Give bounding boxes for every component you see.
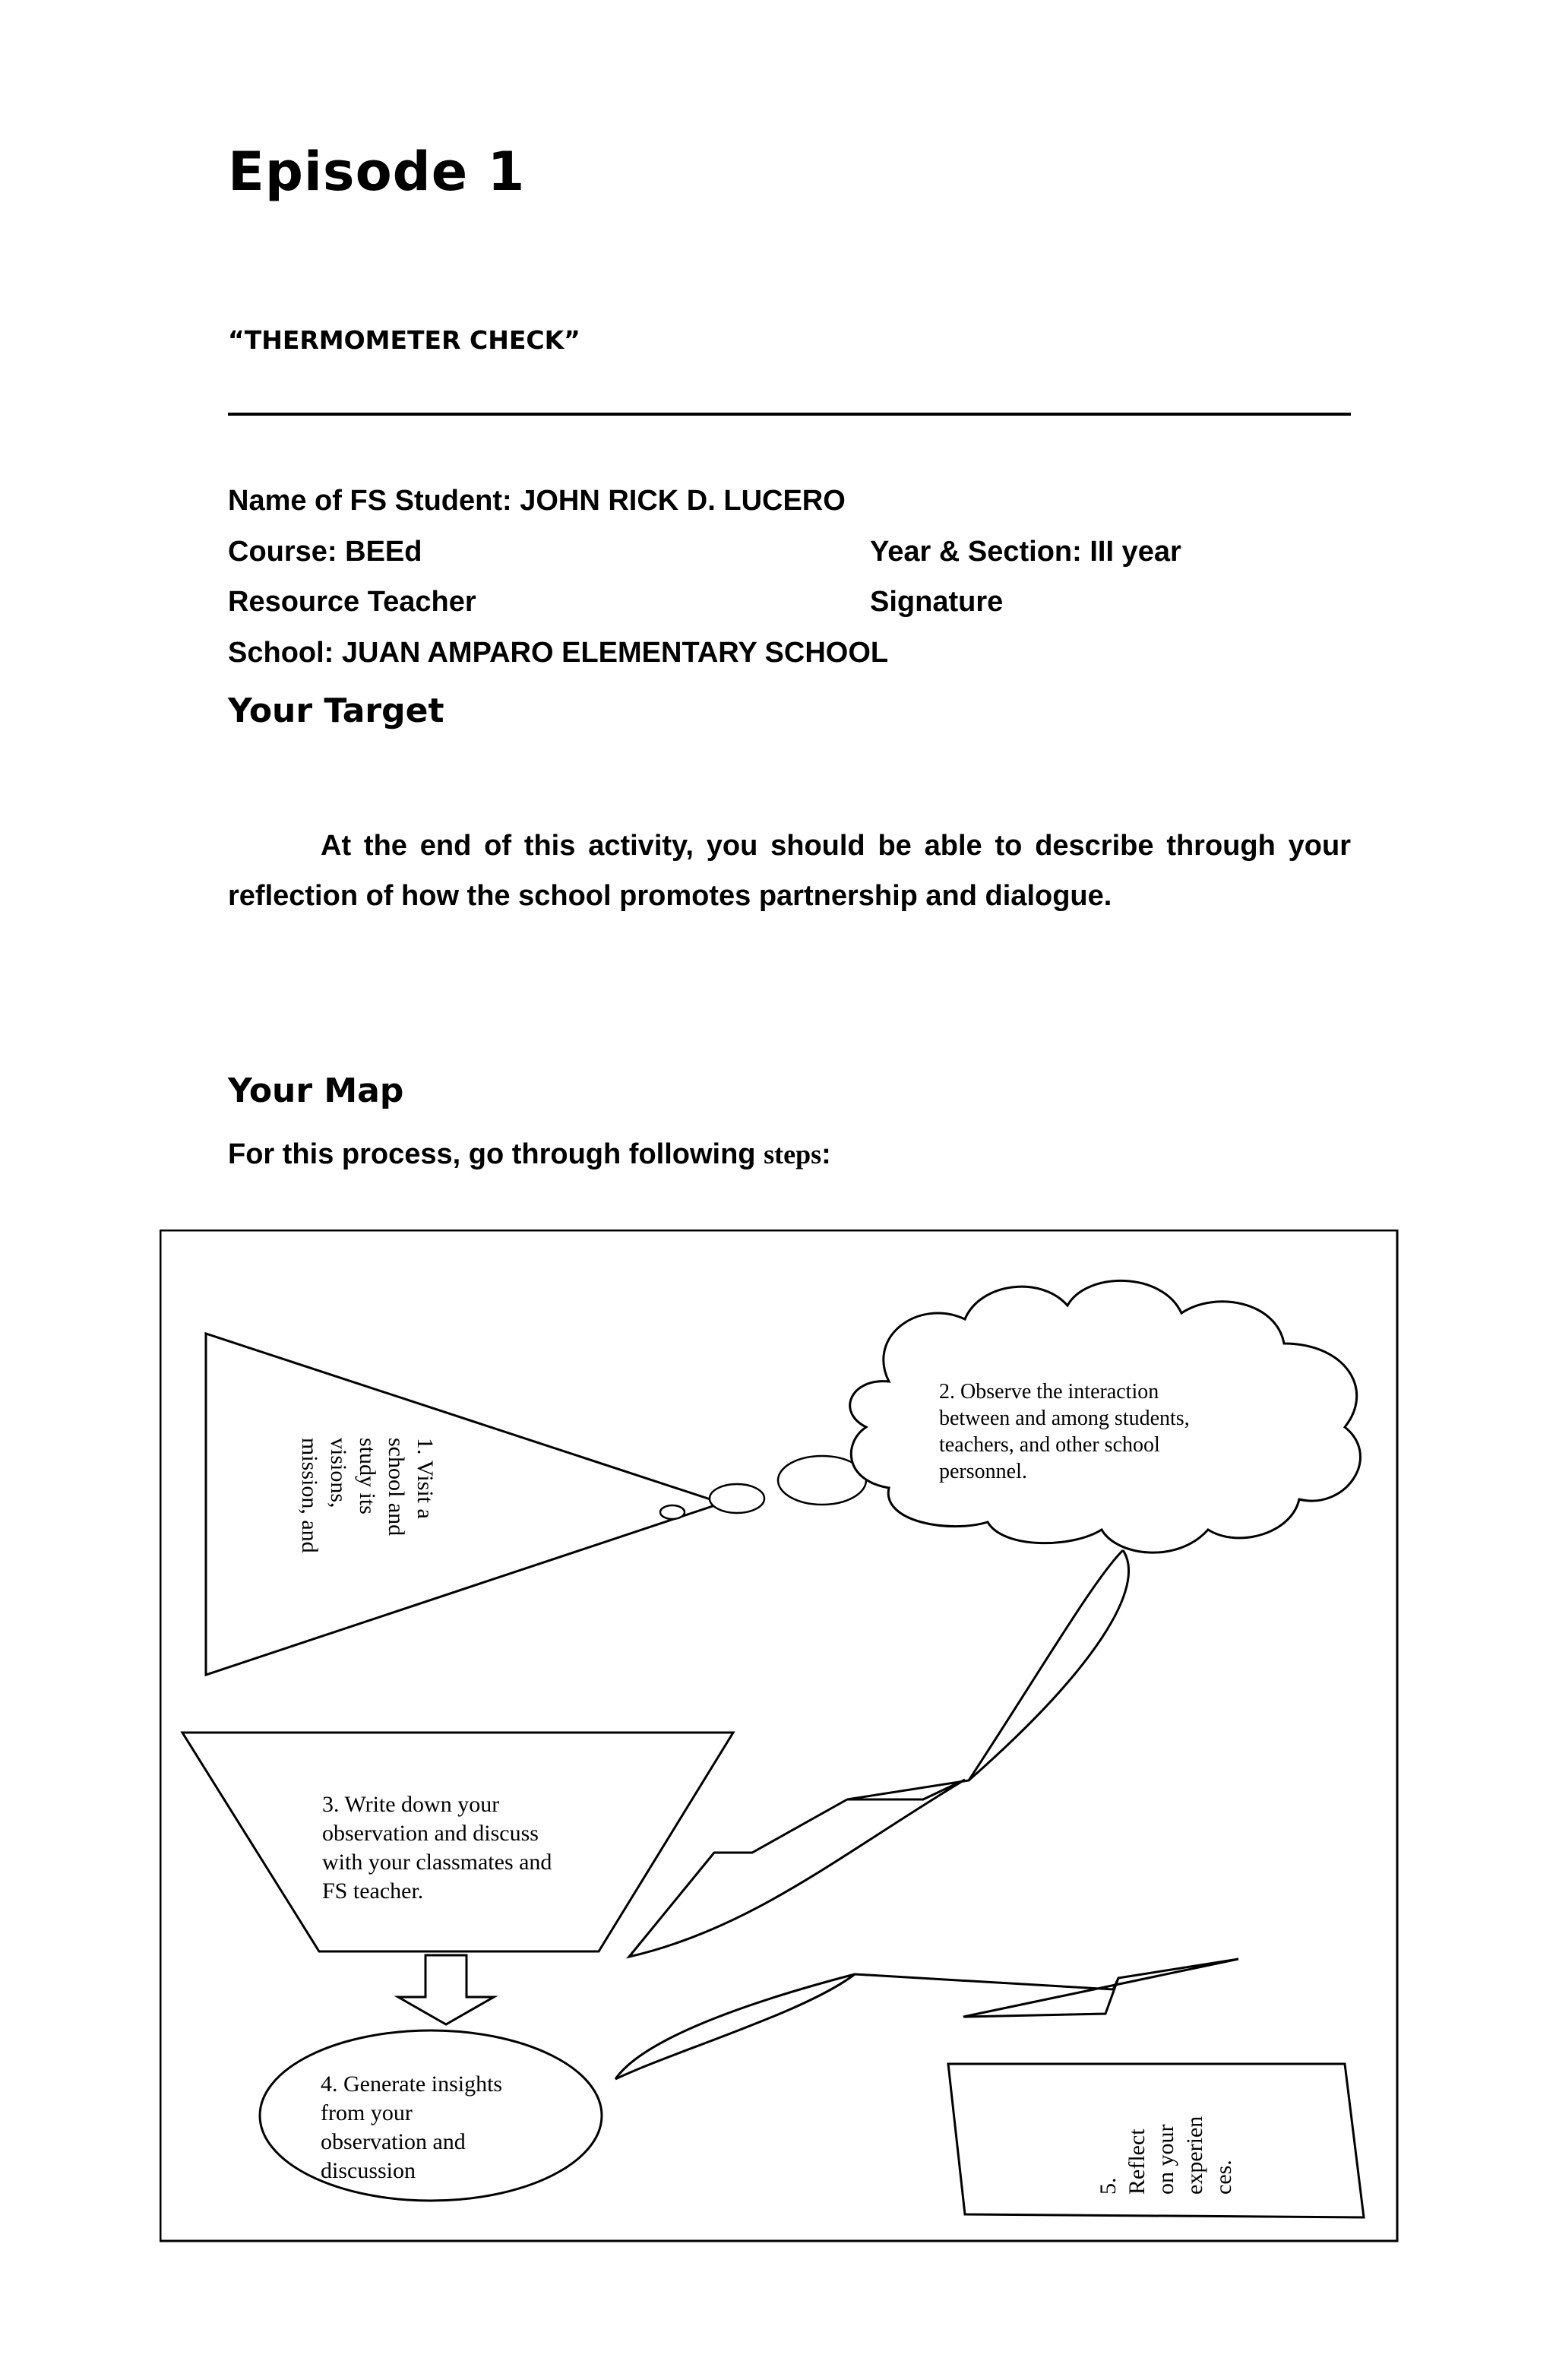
step2-line: between and among students, (939, 1407, 1190, 1430)
school: School: JUAN AMPARO ELEMENTARY SCHOOL (228, 637, 889, 669)
step5-line: on your (1153, 2124, 1178, 2195)
target-heading: Your Target (228, 692, 444, 730)
step5-text (1094, 2116, 1238, 2195)
step3-line: with your classmates and (322, 1850, 552, 1875)
map-intro-steps: steps (764, 1139, 822, 1169)
step5-line: Reflect (1124, 2128, 1150, 2195)
step1-line: 1. Visit a (413, 1438, 438, 1519)
step1-line: mission, and (297, 1438, 322, 1553)
step5-line: 5. (1096, 2177, 1121, 2195)
step2-line: teachers, and other school (939, 1433, 1160, 1457)
target-text: At the end of this activity, you should be able to describe through your reflection of how the school promotes partnership and dialogue. (228, 830, 1351, 912)
small-bubble (660, 1505, 685, 1519)
episode-title: Episode 1 (228, 141, 526, 203)
map-intro-colon: : (821, 1138, 831, 1170)
step1-line: study its (355, 1438, 380, 1514)
step5-line: experien (1182, 2116, 1207, 2195)
step3-text (322, 1790, 552, 1901)
map-intro-text: For this process, go through following (228, 1138, 756, 1170)
course: Course: BEEd (228, 536, 422, 568)
step2-line: 2. Observe the interaction (939, 1380, 1159, 1404)
step4-line: from your (321, 2100, 413, 2125)
step3-line: 3. Write down your (322, 1792, 500, 1817)
step1-text (295, 1438, 439, 1553)
resource-teacher: Resource Teacher (228, 586, 476, 618)
step5-line: ces. (1211, 2160, 1236, 2195)
process-diagram (160, 1230, 1399, 2247)
step2-line: personnel. (939, 1460, 1027, 1483)
step4-text (321, 2070, 502, 2185)
student-name: Name of FS Student: JOHN RICK D. LUCERO (228, 485, 846, 517)
step1-line: visions, (326, 1438, 351, 1508)
map-intro (228, 1138, 831, 1171)
step4-line: discussion (321, 2158, 416, 2183)
step3-line: FS teacher. (322, 1878, 424, 1901)
signature: Signature (870, 586, 1004, 618)
step2-text (939, 1378, 1190, 1485)
step4-line: 4. Generate insights (321, 2071, 503, 2097)
step4-line: observation and (321, 2129, 466, 2154)
step1-line: school and (384, 1438, 409, 1537)
title-divider (228, 413, 1351, 416)
step3-line: observation and discuss (322, 1821, 539, 1846)
medium-bubble (710, 1484, 764, 1513)
activity-title: “THERMOMETER CHECK” (228, 325, 580, 355)
map-heading: Your Map (228, 1071, 404, 1110)
year-section: Year & Section: III year (870, 536, 1181, 568)
